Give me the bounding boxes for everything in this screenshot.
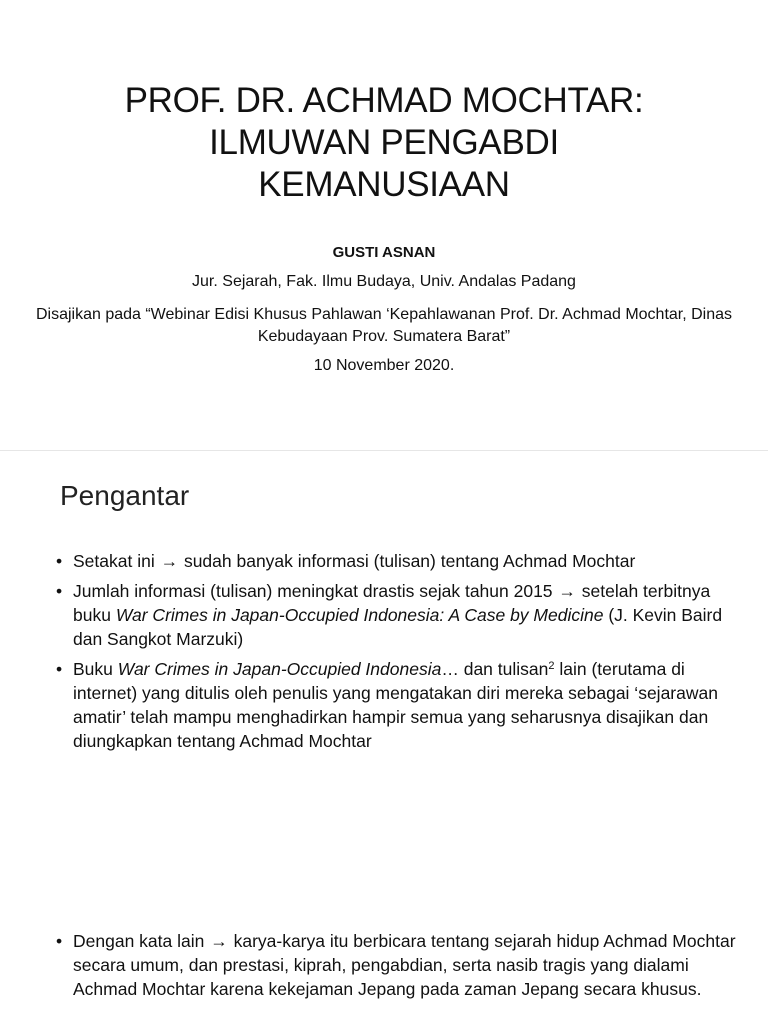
bullet-text: sudah banyak informasi (tulisan) tentang Achmad Mochtar bbox=[179, 551, 636, 571]
title-slide bbox=[0, 0, 768, 450]
bullet-text: karya-karya itu berbicara tentang sejarah hidup Achmad Mochtar secara umum, dan prestasi, kiprah, pengabdian, serta nasib tragis yang dialami Achmad Mochtar karena kekejaman Jepang pada zaman Jepang secara khusus. bbox=[73, 931, 736, 999]
section-heading: Pengantar bbox=[60, 480, 190, 511]
bullet-item bbox=[56, 549, 728, 573]
bullet-text: Setakat ini bbox=[73, 551, 160, 571]
book-title: War Crimes in Japan-Occupied Indonesia: A Case by Medicine bbox=[115, 605, 604, 625]
bullet-item bbox=[56, 657, 728, 753]
bullet-text: Jumlah informasi (tulisan) meningkat drastis sejak tahun 2015 bbox=[73, 581, 558, 601]
bullet-text: Dengan kata lain bbox=[73, 931, 210, 951]
bullet-dot: • bbox=[56, 931, 63, 951]
presentation-date: 10 November 2020. bbox=[313, 357, 455, 374]
author-affiliation: Jur. Sejarah, Fak. Ilmu Budaya, Univ. Andalas Padang bbox=[192, 273, 576, 290]
presentation-venue: Disajikan pada “Webinar Edisi Khusus Pahlawan ‘Kepahlawanan Prof. Dr. Achmad Mochtar, Dinas Kebudayaan Prov. Sumatera Barat” bbox=[35, 306, 733, 345]
title-line: KEMANUSIAAN bbox=[258, 165, 510, 204]
bullet-dot: • bbox=[56, 551, 63, 571]
bullet-text: setelah terbitnya buku bbox=[73, 581, 711, 625]
title-line: ILMUWAN PENGABDI bbox=[209, 123, 559, 162]
bullet-dot: • bbox=[56, 659, 63, 679]
bullet-item bbox=[56, 579, 728, 651]
arrow-icon: → bbox=[160, 551, 179, 571]
ellipsis: … bbox=[441, 659, 459, 679]
author-name: GUSTI ASNAN bbox=[332, 244, 436, 261]
book-title: War Crimes in Japan-Occupied Indonesia bbox=[117, 659, 442, 679]
bullet-dot: • bbox=[56, 581, 63, 601]
arrow-icon: → bbox=[210, 931, 228, 951]
slide-divider bbox=[0, 450, 768, 451]
bullet-text: (J. Kevin Baird dan Sangkot Marzuki) bbox=[73, 605, 723, 649]
slide-title bbox=[40, 80, 728, 206]
bullet-text: lain (terutama di internet) yang ditulis oleh penulis yang mengatakan diri mereka sebagai ‘sejarawan amatir’ telah mampu menghadirkan hampir semua yang seharusnya disajikan dan diungkapkan tentang Achmad Mochtar bbox=[73, 659, 718, 751]
bullet-item bbox=[56, 929, 745, 1001]
bullet-text: dan tulisan bbox=[458, 659, 549, 679]
superscript: 2 bbox=[548, 660, 555, 672]
arrow-icon: → bbox=[558, 581, 576, 601]
bullet-text: Buku bbox=[73, 659, 118, 679]
title-line: PROF. DR. ACHMAD MOCHTAR: bbox=[124, 81, 644, 120]
bullet-list bbox=[56, 549, 736, 999]
